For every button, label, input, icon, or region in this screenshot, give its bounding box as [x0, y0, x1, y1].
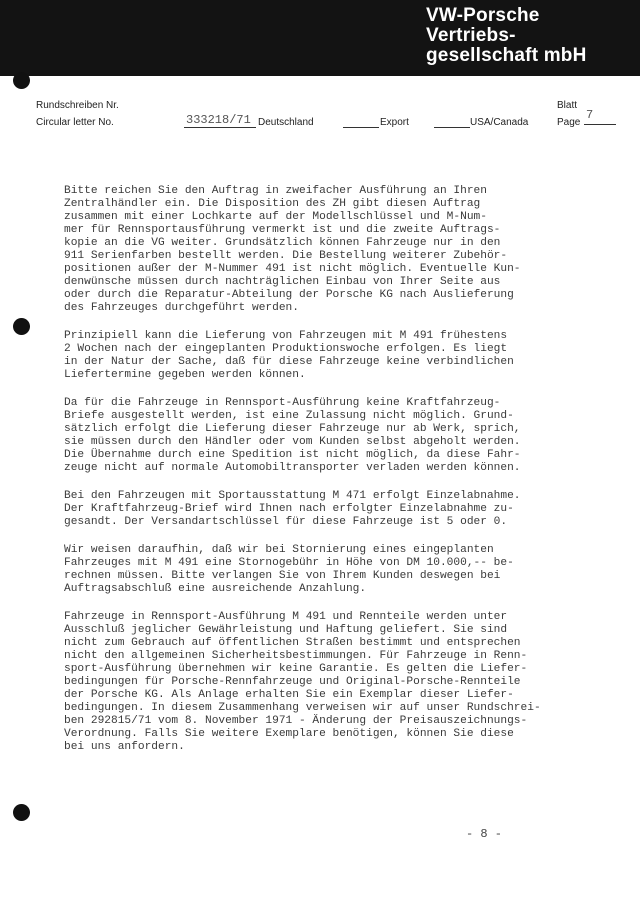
body-line: positionen außer der M-Nummer 491 ist nicht möglich. Eventuelle Kun- [64, 263, 521, 275]
body-line: zusammen mit einer Lochkarte auf der Modellschlüssel und M-Num- [64, 211, 487, 223]
circular-number: 333218/71 [186, 113, 251, 127]
body-line: Auftragsabschluß eine ausreichende Anzahlung. [64, 583, 367, 595]
body-paragraph [64, 330, 576, 382]
label-usa-canada: USA/Canada [470, 117, 529, 128]
body-line: rechnen müssen. Bitte verlangen Sie von Ihrem Kunden deswegen bei [64, 570, 501, 582]
letter-body [64, 185, 576, 769]
company-line-2: Vertriebs- [426, 25, 516, 46]
body-paragraph [64, 185, 576, 315]
usa-line [434, 127, 470, 128]
circular-number-underline [184, 127, 256, 128]
body-line: Wir weisen daraufhin, daß wir bei Stornierung eines eingeplanten [64, 544, 494, 556]
body-line: in der Natur der Sache, daß für diese Fahrzeuge keine verbindlichen [64, 356, 514, 368]
body-line: denwünsche müssen durch nachträglichen Einbau von Ihrer Seite aus [64, 276, 501, 288]
body-line: 911 Serienfarben bestellt werden. Die Bestellung weiterer Zubehör- [64, 250, 508, 262]
body-line: bei uns anfordern. [64, 741, 185, 753]
page-value: 7 [586, 108, 594, 122]
body-line: ben 292815/71 vom 8. November 1971 - Änderung der Preisauszeichnungs- [64, 715, 528, 727]
punch-hole-bottom [13, 804, 30, 821]
body-line: Da für die Fahrzeuge in Rennsport-Ausführung keine Kraftfahrzeug- [64, 397, 501, 409]
body-line: sätzlich erfolgt die Lieferung dieser Fahrzeuge nur ab Werk, sprich, [64, 423, 521, 435]
body-line: Verordnung. Falls Sie weitere Exemplare benötigen, können Sie diese [64, 728, 514, 740]
company-line-1: VW-Porsche [426, 5, 540, 26]
body-line: zeuge nicht auf normale Automobiltransporter verladen werden können. [64, 462, 521, 474]
page-number: - 8 - [466, 827, 503, 841]
body-line: sport-Ausführung übernehmen wir keine Garantie. Es gelten die Liefer- [64, 663, 528, 675]
body-paragraph [64, 490, 576, 529]
body-line: Ausschluß jeglicher Gewährleistung und Haftung geliefert. Sie sind [64, 624, 508, 636]
body-line: der Porsche KG. Als Anlage erhalten Sie ein Exemplar dieser Liefer- [64, 689, 514, 701]
body-line: kopie an die VG weiter. Grundsätzlich können Fahrzeuge nur in den [64, 237, 501, 249]
body-paragraph [64, 611, 576, 754]
company-name [426, 6, 587, 66]
body-line: Liefertermine gegeben werden können. [64, 369, 306, 381]
body-line: Fahrzeuges mit M 491 eine Stornogebühr in Höhe von DM 10.000,-- be- [64, 557, 514, 569]
label-blatt: Blatt [557, 100, 578, 111]
punch-hole-middle [13, 318, 30, 335]
body-line: sie müssen durch den Händler oder vom Kunden selbst abgeholt werden. [64, 436, 521, 448]
body-line: nicht den allgemeinen Sicherheitsbestimmungen. Für Fahrzeuge in Renn- [64, 650, 528, 662]
body-line: Prinzipiell kann die Lieferung von Fahrzeugen mit M 491 frühestens [64, 330, 508, 342]
body-line: oder durch die Reparatur-Abteilung der Porsche KG nach Auslieferung [64, 289, 514, 301]
body-line: bedingungen für Porsche-Rennfahrzeuge und Original-Porsche-Rennteile [64, 676, 521, 688]
page-value-underline [584, 124, 616, 125]
body-line: Der Kraftfahrzeug-Brief wird Ihnen nach erfolgter Einzelabnahme zu- [64, 503, 514, 515]
label-export: Export [380, 117, 409, 128]
body-line: gesandt. Der Versandartschlüssel für diese Fahrzeuge ist 5 oder 0. [64, 516, 508, 528]
label-rundschreiben: Rundschreiben Nr. [36, 100, 119, 111]
body-line: Fahrzeuge in Rennsport-Ausführung M 491 und Rennteile werden unter [64, 611, 508, 623]
punch-hole-top [13, 72, 30, 89]
body-line: nicht zum Gebrauch auf öffentlichen Straßen bestimmt und entsprechen [64, 637, 521, 649]
export-line [343, 127, 379, 128]
body-line: Bitte reichen Sie den Auftrag in zweifacher Ausführung an Ihren [64, 185, 487, 197]
letterhead-band [0, 0, 640, 76]
body-line: mer für Rennsportausführung vermerkt ist und die zweite Auftrags- [64, 224, 501, 236]
label-deutschland: Deutschland [258, 117, 314, 128]
body-paragraph [64, 544, 576, 596]
body-line: Zentralhändler ein. Die Disposition des ZH gibt diesen Auftrag [64, 198, 481, 210]
label-circular-letter: Circular letter No. [36, 117, 114, 128]
body-line: des Fahrzeuges durchgeführt werden. [64, 302, 299, 314]
company-line-3: gesellschaft mbH [426, 45, 587, 66]
body-line: Die Übernahme durch eine Spedition ist nicht möglich, da diese Fahr- [64, 449, 521, 461]
body-line: 2 Wochen nach der eingeplanten Produktionswoche erfolgen. Es liegt [64, 343, 508, 355]
body-paragraph [64, 397, 576, 475]
body-line: Bei den Fahrzeugen mit Sportausstattung M 471 erfolgt Einzelabnahme. [64, 490, 521, 502]
body-line: bedingungen. In diesem Zusammenhang verweisen wir auf unser Rundschrei- [64, 702, 541, 714]
body-line: Briefe ausgestellt werden, ist eine Zulassung nicht möglich. Grund- [64, 410, 514, 422]
label-page: Page [557, 117, 581, 128]
